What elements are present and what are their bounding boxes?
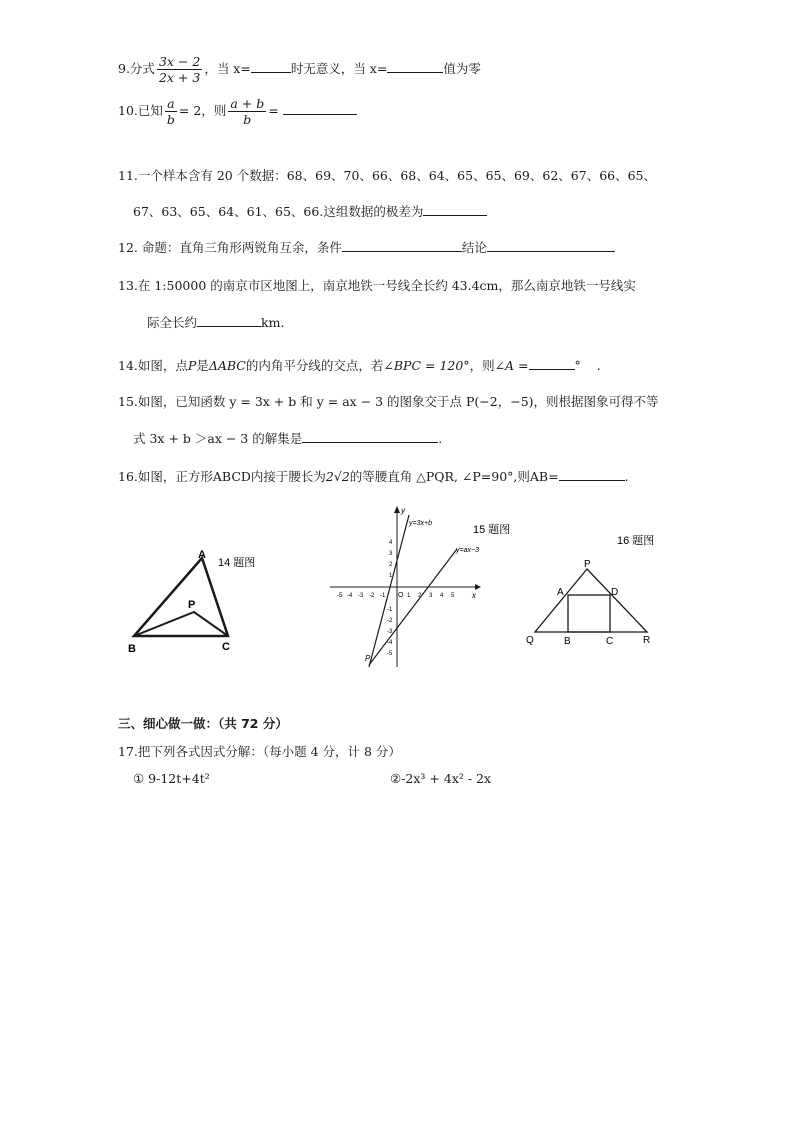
q14-angle-bpc: ∠BPC = 120°	[383, 358, 470, 373]
question-11-line-2	[133, 202, 487, 220]
fig16-label-a: A	[557, 587, 564, 598]
question-13-line-1: 13.在 1:50000 的南京市区地图上，南京地铁一号线全长约 43.4cm，那么南京地铁一号线实	[118, 278, 636, 293]
fig14-triangle-abc	[134, 558, 228, 636]
q14-point-p: P	[187, 358, 197, 373]
fig15-x-tick: -2	[369, 593, 375, 599]
q10-denominator-1: b	[166, 112, 175, 127]
q10-numerator-2: a + b	[230, 96, 265, 111]
fig15-x-ticks	[337, 593, 455, 599]
fig15-point-p: P	[365, 654, 371, 663]
fig15-y-tick: 3	[389, 551, 393, 557]
q9-fraction	[157, 54, 202, 85]
fig15-y-label: y	[401, 506, 405, 515]
q11-blank[interactable]	[423, 203, 487, 216]
question-17-title: 17.把下列各式因式分解：（每小题 4 分，计 8 分）	[118, 744, 401, 759]
fig16-label-c: C	[606, 636, 614, 647]
q12-mid: 结论	[461, 240, 487, 255]
q9-blank-2[interactable]	[387, 60, 443, 73]
fig15-x-tick: -1	[380, 593, 386, 599]
q16-radical: 2√2	[325, 469, 350, 484]
fig15-x-tick: 1	[407, 593, 411, 599]
figure-16	[520, 525, 690, 655]
q12-prefix: 12. 命题：直角三角形两锐角互余，条件	[118, 240, 342, 255]
fig15-y-tick: -5	[387, 651, 393, 657]
q16-end: .	[624, 469, 629, 484]
fig14-label-c: C	[222, 641, 230, 653]
q14-triangle: ΔABC	[208, 358, 246, 373]
fig15-x-arrow	[475, 584, 481, 590]
fig15-x-tick: -4	[347, 593, 353, 599]
q13-unit: km.	[261, 315, 285, 330]
q10-numerator-1: a	[165, 96, 177, 112]
question-10	[118, 96, 357, 127]
fig15-line2-label: y=ax−3	[456, 547, 479, 554]
q10-eq2: =	[268, 103, 279, 118]
fig14-label-a: A	[198, 549, 206, 561]
fig15-x-tick: 2	[418, 593, 422, 599]
q15-end: .	[438, 431, 443, 446]
fig16-square-abcd	[568, 595, 610, 632]
q14-angle-a: ∠A =	[494, 358, 529, 373]
q14-blank[interactable]	[529, 357, 575, 370]
fig16-label-b: B	[564, 636, 571, 647]
fig15-y-tick: -3	[387, 629, 393, 635]
fig14-bisectors	[134, 612, 228, 636]
fig15-x-tick: 5	[451, 593, 455, 599]
q10-prefix: 10.已知	[118, 103, 163, 118]
fig14-caption: 14 题图	[218, 557, 256, 569]
q14-prefix: 14.如图，点	[118, 358, 188, 373]
q10-fraction-1	[165, 96, 177, 127]
fig16-label-p: P	[584, 559, 591, 570]
q9-tail1: 时无意义，当 x=	[290, 61, 388, 76]
q9-blank-1[interactable]	[251, 60, 291, 73]
q12-blank-condition[interactable]	[342, 239, 462, 252]
q10-fraction-2	[228, 96, 266, 127]
q9-tail2: 值为零	[443, 61, 481, 76]
fig15-line1-label: y=3x+b	[409, 520, 432, 527]
question-13-line-2	[147, 313, 284, 331]
question-9	[118, 54, 481, 85]
figure-15	[325, 505, 511, 670]
q16-prefix: 16.如图，正方形ABCD内接于腰长为	[118, 469, 326, 484]
question-17-item-2: ②-2x³ + 4x² - 2x	[390, 771, 492, 786]
fig15-x-tick: 3	[429, 593, 433, 599]
fig15-x-tick: -3	[358, 593, 364, 599]
fig15-y-arrow	[394, 506, 400, 513]
question-11-line-1: 11.一个样本含有 20 个数据：68、69、70、66、68、64、65、65、69、62、67、66、65、	[118, 168, 657, 183]
fig16-label-q: Q	[526, 635, 534, 646]
q9-numerator: 3x − 2	[158, 54, 201, 69]
fig14-label-b: B	[128, 643, 136, 655]
fig15-x-tick: 4	[440, 593, 444, 599]
q16-suffix: 的等腰直角 △PQR, ∠P=90°,则AB=	[349, 469, 559, 484]
q10-eq1: = 2	[178, 103, 202, 118]
fig16-label-d: D	[611, 587, 619, 598]
q10-denominator-2: b	[243, 112, 252, 127]
fig16-label-r: R	[643, 635, 651, 646]
q14-mid2: 的内角平分线的交点，若	[245, 358, 384, 373]
fig15-line-ax-minus-3	[369, 549, 457, 665]
q15-blank[interactable]	[302, 430, 438, 443]
fig15-x-label: x	[472, 591, 476, 600]
fig16-triangle-pqr	[535, 569, 647, 632]
question-12	[118, 238, 615, 256]
fig15-y-tick: 1	[389, 573, 393, 579]
question-15-line-2	[133, 429, 442, 447]
fig15-y-tick: -1	[387, 607, 393, 613]
fig15-x-tick: -5	[337, 593, 343, 599]
q14-degree: °	[574, 358, 581, 373]
q9-prefix: 9.分式	[118, 61, 155, 76]
q10-mid: ，则	[201, 103, 227, 118]
fig15-origin: O	[398, 592, 404, 599]
q11-line2-text: 67、63、65、64、61、65、66.这组数据的极差为	[133, 204, 424, 219]
q15-prefix: 式 3x + b ＞ax − 3 的解集是	[133, 431, 303, 446]
figure-14	[120, 540, 270, 660]
fig16-caption: 16 题图	[617, 535, 655, 547]
fig15-caption: 15 题图	[473, 524, 511, 536]
fig15-y-tick: 2	[389, 562, 393, 568]
q13-prefix: 际全长约	[147, 315, 198, 330]
question-17-item-1: ① 9-12t+4t²	[133, 771, 210, 786]
q12-blank-conclusion[interactable]	[487, 239, 615, 252]
question-14	[118, 356, 601, 374]
section-3-title: 三、细心做一做：（共 72 分）	[118, 716, 288, 731]
q14-mid1: 是	[196, 358, 209, 373]
q10-blank[interactable]	[283, 102, 357, 115]
q9-denominator: 2x + 3	[158, 70, 201, 85]
q16-blank[interactable]	[559, 468, 625, 481]
fig14-label-p: P	[188, 599, 196, 611]
question-15-line-1: 15.如图，已知函数 y = 3x + b 和 y = ax − 3 的图象交于点 P(−2，−5)，则根据图象可得不等	[118, 394, 659, 409]
fig15-y-tick: -2	[387, 618, 393, 624]
q13-blank[interactable]	[197, 314, 261, 327]
q9-mid: ，当 x=	[204, 61, 251, 76]
q14-end: .	[596, 358, 601, 373]
fig15-y-tick: 4	[389, 540, 393, 546]
q14-mid3: ，则	[469, 358, 495, 373]
question-16	[118, 467, 629, 485]
fig15-y-tick: -4	[387, 640, 393, 646]
